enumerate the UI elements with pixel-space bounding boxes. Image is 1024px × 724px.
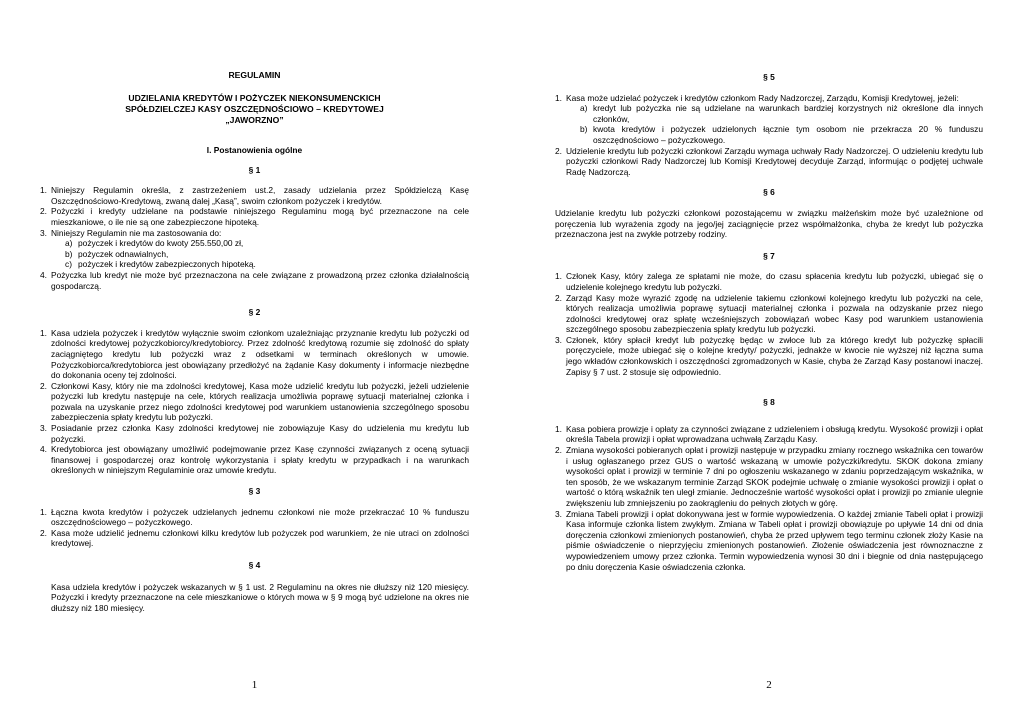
sub-list-item: b) pożyczek odnawialnych, xyxy=(65,248,169,259)
list-item: 1. Kasa pobiera prowizje i opłaty za czynności związane z udzieleniem i obsługą kredytu. Wysokość prowizji i opłat określa Tabela prowizji i opłat wprowadzana uchwałą Zarządu Kasy. xyxy=(555,423,983,445)
document-subtitle-line-1: UDZIELANIA KREDYTÓW I POŻYCZEK NIEKONSUMENCKICH xyxy=(128,93,381,103)
list-item: 3. Zmiana Tabeli prowizji i opłat dokonywana jest w formie wypowiedzenia. O każdej zmianie Tabeli opłat i prowizji Kasa informuje członka listem zwykłym. Zmiana w Tabeli opłat i prowizji obowiązuje po upływie 14 dni od dnia doręczenia członkowi zmienionych postanowień, chyba że przed upływem tego terminu członek złoży Kasie na piśmie oświadczenie o nieprzyjęciu zmienionych postanowień. Złożenie oświadczenia jest równoznaczne z wypowiedzeniem umowy przez członka. Termin wypowiedzenia wynosi 30 dni i biegnie od dnia następującego po dniu doręczenia Kasie oświadczenia członka. xyxy=(555,508,983,572)
section-8-list xyxy=(555,424,983,572)
chapter-heading: I. Postanowienia ogólne xyxy=(206,145,303,155)
list-item: 2. Kasa może udzielić jednemu członkowi kilku kredytów lub pożyczek pod warunkiem, że nie utraci on zdolności kredytowej. xyxy=(40,527,469,549)
list-item: 1. Łączna kwota kredytów i pożyczek udzielanych jednemu członkowi nie może przekraczać 10 % funduszu oszczędnościowego – pożyczkowego. xyxy=(40,506,469,528)
document-page-2 xyxy=(555,0,983,724)
section-heading-6: § 6 xyxy=(763,187,775,198)
document-page-1 xyxy=(40,0,469,724)
list-item: 2. Zmiana wysokości pobieranych opłat i prowizji następuje w przypadku zmiany rocznego wskaźnika cen towarów i usług ogłaszanego przez GUS o wartość wskazaną w umowie pożyczki/kredytu. SKOK dokona zmiany wysokości opłat i prowizji w terminie 7 dni po ogłoszeniu wskazanego w zdaniu poprzedzającym wskaźnika, w ten sposób, że we wskazanym terminie Zarząd SKOK podejmie uchwałę o zmianie wysokości prowizji i opłat o wartość o którą wskaźnik ten uległ zmianie. Jednocześnie wartość wysokości opłat i prowizji po zmianie ulegnie zwiększeniu lub zmniejszeniu po zaokrągleniu do pełnych złotych w górę. xyxy=(555,445,983,508)
list-item: 1. Kasa może udzielać pożyczek i kredytów członkom Rady Nadzorczej, Zarządu, Komisji Kredytowej, jeżeli: xyxy=(555,92,959,103)
list-item: 3. Członek, który spłacił kredyt lub pożyczkę będąc w zwłoce lub za którego kredyt lub pożyczkę spłacili poręczyciele, może ubiegać się o kolejne kredyty/ pożyczki, jednakże w kwocie nie wyższej niż łączna suma jego wkładów członkowskich i oszczędności zgromadzonych w Kasie, chyba że Zarząd Kasy postanowi inaczej. Zapisy § 7 ust. 2 stosuje się odpowiednio. xyxy=(555,334,983,377)
page-number: 2 xyxy=(766,679,772,691)
section-heading-8: § 8 xyxy=(763,397,775,408)
list-item: 2. Zarząd Kasy może wyrazić zgodę na udzielenie takiemu członkowi kolejnego kredytu lub pożyczki na cele, których realizacja umożliwia poprawę sytuacji materialnej członka i pozwala na odzyskanie przez niego zdolności kredytowej oraz spłatę wcześniejszych zobowiązań wobec Kasy pod warunkiem ustanowienia szczególnego sposobu zabezpieczenia spłaty kredytu lub pożyczki. xyxy=(555,292,983,335)
document-subtitle-line-2: SPÓŁDZIELCZEJ KASY OSZCZĘDNOŚCIOWO – KREDYTOWEJ xyxy=(125,104,384,114)
section-5-sublist xyxy=(555,103,983,145)
section-heading-5: § 5 xyxy=(763,72,775,82)
section-2-list xyxy=(40,328,469,476)
section-heading-2: § 2 xyxy=(248,307,261,318)
section-heading-3: § 3 xyxy=(248,486,261,497)
section-7-list xyxy=(555,271,983,377)
section-3-list xyxy=(40,507,469,549)
page-number: 1 xyxy=(251,679,258,691)
list-item: 4. Pożyczka lub kredyt nie może być przeznaczona na cele związane z prowadzoną przez członka działalnością gospodarczą. xyxy=(40,269,469,291)
sub-list-item: a) kredyt lub pożyczka nie są udzielane na warunkach bardziej korzystnych niż określone dla innych członków, xyxy=(580,103,983,124)
list-item: 2. Pożyczki i kredyty udzielane na podstawie niniejszego Regulaminu mogą być przeznaczone na cele mieszkaniowe, o ile nie są one zabezpieczone hipoteką. xyxy=(40,206,469,227)
list-item: 1. Niniejszy Regulamin określa, z zastrzeżeniem ust.2, zasady udzielania przez Spółdzielczą Kasę Oszczędnościowo-Kredytową, zwaną dalej „Kasą”, swoim członkom pożyczek i kredytów. xyxy=(40,185,469,206)
section-1-list-continued xyxy=(40,270,469,291)
section-1-list xyxy=(40,185,469,238)
sub-list-item: b) kwota kredytów i pożyczek udzielonych łącznie tym osobom nie przekracza 20 % funduszu oszczędnościowo – pożyczkowego. xyxy=(580,124,983,145)
section-5-list-continued xyxy=(555,146,983,178)
section-heading-7: § 7 xyxy=(763,250,775,261)
sub-list-item: a) pożyczek i kredytów do kwoty 255.550,00 zł, xyxy=(65,238,244,249)
list-item: 4. Kredytobiorca jest obowiązany umożliwić podejmowanie przez Kasę czynności związanych z oceną sytuacji finansowej i gospodarczej oraz kontrolę wykorzystania i spłaty kredytu w przypadkach i na warunkach określonych w niniejszym Regulaminie oraz umowie kredytu. xyxy=(40,444,469,476)
list-item: 2. Członkowi Kasy, który nie ma zdolności kredytowej, Kasa może udzielić kredytu lub pożyczki, jeżeli udzielenie pożyczki lub kredytu następuje na cele, których realizacja umożliwia poprawę sytuacji materialnej członka i pozwala na uzyskanie przez niego zdolności kredytowej pod warunkiem ustanowienia szczególnego sposobu zabezpieczenia spłaty kredytu lub pożyczki. xyxy=(40,380,469,423)
section-4-paragraph: Kasa udziela kredytów i pożyczek wskazanych w § 1 ust. 2 Regulaminu na okres nie dłuższy niż 120 miesięcy. Pożyczki i kredyty przeznaczone na cele mieszkaniowe o których mowa w § 9 mogą być udzielone na okres nie dłuższy niż 180 miesięcy. xyxy=(51,581,469,613)
section-1-sublist xyxy=(40,238,469,270)
document-subtitle-line-3: „JAWORZNO” xyxy=(225,115,284,125)
document-title: REGULAMIN xyxy=(228,70,281,80)
list-item: 1. Kasa udziela pożyczek i kredytów wyłącznie swoim członkom uzależniając przyznanie kredytu lub pożyczki od zdolności kredytowej pożyczkobiorcy/kredytobiorcy. Przez zdolność kredytową rozumie się zdolność do spłaty zaciągniętego kredytu lub pożyczki wraz z odsetkami w terminach określonych w umowie. Pożyczkobiorca/kredytobiorca jest obowiązany przedłożyć na żądanie Kasy dokumenty i informacje niezbędne do dokonania oceny tej zdolności. xyxy=(40,327,469,381)
sub-list-item: c) pożyczek i kredytów zabezpieczonych hipoteką. xyxy=(65,259,256,270)
section-5-list xyxy=(555,93,983,104)
list-item: 2. Udzielenie kredytu lub pożyczki członkowi Zarządu wymaga uchwały Rady Nadzorczej. O udzieleniu kredytu lub pożyczki członkowi Rady Nadzorczej lub Komisji Kredytowej decyduje Zarząd, informując o podjętej uchwale Radę Nadzorczą. xyxy=(555,145,983,177)
section-6-paragraph: Udzielanie kredytu lub pożyczki członkowi pozostającemu w związku małżeńskim może być uzależnione od poręczenia lub wyrażenia zgody na jego/jej zaciągnięcie przez współmałżonka, chyba że kredyt lub pożyczka przeznaczona jest na zwykłe potrzeby rodziny. xyxy=(555,207,983,240)
section-heading-1: § 1 xyxy=(248,164,261,175)
list-item: 1. Członek Kasy, który zalega ze spłatami nie może, do czasu spłacenia kredytu lub pożyczki, ubiegać się o udzielenie kolejnego kredytu lub pożyczki. xyxy=(555,271,983,292)
list-item: 3. Niniejszy Regulamin nie ma zastosowania do: xyxy=(40,227,222,238)
section-heading-4: § 4 xyxy=(248,560,261,570)
list-item: 3. Posiadanie przez członka Kasy zdolności kredytowej nie zobowiązuje Kasy do udzielenia mu kredytu lub pożyczki. xyxy=(40,423,469,444)
